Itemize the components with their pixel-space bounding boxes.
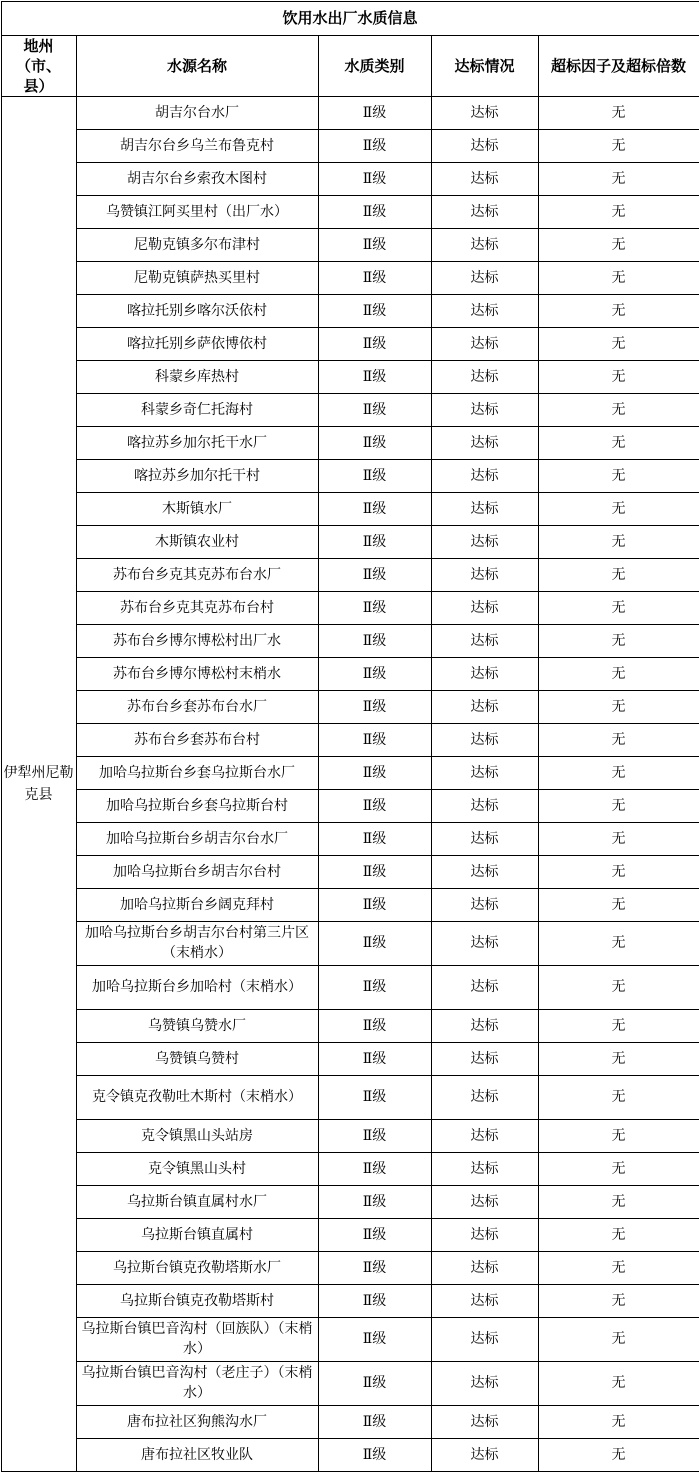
compliance-cell: 达标 [431,393,538,426]
compliance-cell: 达标 [431,888,538,921]
source-name-cell: 乌赞镇江阿买里村（出厂水） [76,195,318,228]
exceed-factors-cell: 无 [538,228,699,261]
table-row [1,261,699,294]
table-row [1,1009,699,1042]
quality-grade-cell: Ⅱ级 [318,459,431,492]
quality-grade-cell: Ⅱ级 [318,558,431,591]
exceed-factors-cell: 无 [538,327,699,360]
exceed-factors-cell: 无 [538,888,699,921]
header-region: 地州（市、县） [1,35,76,96]
compliance-cell: 达标 [431,96,538,129]
table-row [1,789,699,822]
exceed-factors-cell: 无 [538,756,699,789]
compliance-cell: 达标 [431,1251,538,1284]
compliance-cell: 达标 [431,1009,538,1042]
quality-grade-cell: Ⅱ级 [318,1405,431,1438]
compliance-cell: 达标 [431,525,538,558]
source-name-cell: 苏布台乡博尔博松村末梢水 [76,657,318,690]
source-name-cell: 克令镇黑山头村 [76,1152,318,1185]
quality-grade-cell: Ⅱ级 [318,657,431,690]
header-exceed-factors: 超标因子及超标倍数 [538,35,699,96]
compliance-cell: 达标 [431,459,538,492]
table-row [1,558,699,591]
exceed-factors-cell: 无 [538,1438,699,1471]
compliance-cell: 达标 [431,822,538,855]
exceed-factors-cell: 无 [538,393,699,426]
quality-grade-cell: Ⅱ级 [318,525,431,558]
table-row [1,690,699,723]
table-title: 饮用水出厂水质信息 [1,1,699,35]
source-name-cell: 加哈乌拉斯台乡胡吉尔台村 [76,855,318,888]
source-name-cell: 苏布台乡克其克苏布台村 [76,591,318,624]
exceed-factors-cell: 无 [538,965,699,1009]
compliance-cell: 达标 [431,1218,538,1251]
exceed-factors-cell: 无 [538,921,699,965]
table-row [1,1185,699,1218]
source-name-cell: 苏布台乡博尔博松村出厂水 [76,624,318,657]
compliance-cell: 达标 [431,558,538,591]
table-row [1,1152,699,1185]
compliance-cell: 达标 [431,1405,538,1438]
source-name-cell: 胡吉尔台水厂 [76,96,318,129]
table-row [1,855,699,888]
table-body [1,96,699,1471]
quality-grade-cell: Ⅱ级 [318,888,431,921]
source-name-cell: 木斯镇水厂 [76,492,318,525]
exceed-factors-cell: 无 [538,1317,699,1361]
source-name-cell: 木斯镇农业村 [76,525,318,558]
source-name-cell: 加哈乌拉斯台乡胡吉尔台水厂 [76,822,318,855]
table-row [1,1317,699,1361]
compliance-cell: 达标 [431,1185,538,1218]
table-row [1,327,699,360]
source-name-cell: 唐布拉社区狗熊沟水厂 [76,1405,318,1438]
source-name-cell: 唐布拉社区牧业队 [76,1438,318,1471]
source-name-cell: 苏布台乡套苏布台水厂 [76,690,318,723]
quality-grade-cell: Ⅱ级 [318,855,431,888]
quality-grade-cell: Ⅱ级 [318,162,431,195]
exceed-factors-cell: 无 [538,162,699,195]
compliance-cell: 达标 [431,789,538,822]
table-row [1,195,699,228]
exceed-factors-cell: 无 [538,360,699,393]
source-name-cell: 加哈乌拉斯台乡胡吉尔台村第三片区（末梢水） [76,921,318,965]
compliance-cell: 达标 [431,723,538,756]
compliance-cell: 达标 [431,624,538,657]
exceed-factors-cell: 无 [538,591,699,624]
source-name-cell: 克令镇黑山头站房 [76,1119,318,1152]
exceed-factors-cell: 无 [538,789,699,822]
compliance-cell: 达标 [431,855,538,888]
exceed-factors-cell: 无 [538,1251,699,1284]
exceed-factors-cell: 无 [538,1361,699,1405]
source-name-cell: 乌拉斯台镇克孜勒塔斯村 [76,1284,318,1317]
source-name-cell: 乌拉斯台镇直属村 [76,1218,318,1251]
source-name-cell: 胡吉尔台乡乌兰布鲁克村 [76,129,318,162]
compliance-cell: 达标 [431,1075,538,1119]
quality-grade-cell: Ⅱ级 [318,1009,431,1042]
source-name-cell: 乌拉斯台镇克孜勒塔斯水厂 [76,1251,318,1284]
table-row [1,1075,699,1119]
exceed-factors-cell: 无 [538,855,699,888]
quality-grade-cell: Ⅱ级 [318,195,431,228]
source-name-cell: 乌拉斯台镇巴音沟村（老庄子）（末梢水） [76,1361,318,1405]
table-row [1,1042,699,1075]
exceed-factors-cell: 无 [538,1218,699,1251]
exceed-factors-cell: 无 [538,294,699,327]
table-row [1,591,699,624]
table-row [1,1361,699,1405]
table-row [1,1438,699,1471]
table-row [1,921,699,965]
exceed-factors-cell: 无 [538,723,699,756]
table-header-row [1,35,699,96]
compliance-cell: 达标 [431,1042,538,1075]
quality-grade-cell: Ⅱ级 [318,294,431,327]
compliance-cell: 达标 [431,360,538,393]
region-cell: 伊犁州尼勒克县 [1,96,76,1471]
table-row [1,294,699,327]
compliance-cell: 达标 [431,1317,538,1361]
quality-grade-cell: Ⅱ级 [318,965,431,1009]
table-row [1,525,699,558]
header-compliance: 达标情况 [431,35,538,96]
quality-grade-cell: Ⅱ级 [318,1185,431,1218]
quality-grade-cell: Ⅱ级 [318,921,431,965]
table-row [1,1405,699,1438]
source-name-cell: 苏布台乡克其克苏布台水厂 [76,558,318,591]
exceed-factors-cell: 无 [538,261,699,294]
source-name-cell: 科蒙乡库热村 [76,360,318,393]
source-name-cell: 喀拉托别乡萨依博依村 [76,327,318,360]
exceed-factors-cell: 无 [538,459,699,492]
exceed-factors-cell: 无 [538,690,699,723]
exceed-factors-cell: 无 [538,1075,699,1119]
source-name-cell: 克令镇克孜勒吐木斯村（末梢水） [76,1075,318,1119]
water-quality-table [1,1,699,1472]
compliance-cell: 达标 [431,965,538,1009]
exceed-factors-cell: 无 [538,96,699,129]
table-row [1,822,699,855]
source-name-cell: 加哈乌拉斯台乡加哈村（末梢水） [76,965,318,1009]
source-name-cell: 加哈乌拉斯台乡套乌拉斯台村 [76,789,318,822]
exceed-factors-cell: 无 [538,1119,699,1152]
exceed-factors-cell: 无 [538,1185,699,1218]
table-row [1,459,699,492]
quality-grade-cell: Ⅱ级 [318,1317,431,1361]
quality-grade-cell: Ⅱ级 [318,1438,431,1471]
exceed-factors-cell: 无 [538,426,699,459]
table-row [1,129,699,162]
source-name-cell: 喀拉苏乡加尔托干村 [76,459,318,492]
quality-grade-cell: Ⅱ级 [318,426,431,459]
compliance-cell: 达标 [431,690,538,723]
quality-grade-cell: Ⅱ级 [318,591,431,624]
exceed-factors-cell: 无 [538,657,699,690]
quality-grade-cell: Ⅱ级 [318,327,431,360]
quality-grade-cell: Ⅱ级 [318,723,431,756]
table-row [1,756,699,789]
compliance-cell: 达标 [431,294,538,327]
source-name-cell: 乌拉斯台镇直属村水厂 [76,1185,318,1218]
table-row [1,162,699,195]
compliance-cell: 达标 [431,426,538,459]
exceed-factors-cell: 无 [538,1042,699,1075]
table-row [1,492,699,525]
exceed-factors-cell: 无 [538,195,699,228]
compliance-cell: 达标 [431,162,538,195]
source-name-cell: 乌赞镇乌赞村 [76,1042,318,1075]
quality-grade-cell: Ⅱ级 [318,492,431,525]
exceed-factors-cell: 无 [538,492,699,525]
table-row [1,1284,699,1317]
compliance-cell: 达标 [431,1119,538,1152]
exceed-factors-cell: 无 [538,624,699,657]
table-row [1,1251,699,1284]
compliance-cell: 达标 [431,1152,538,1185]
quality-grade-cell: Ⅱ级 [318,1284,431,1317]
compliance-cell: 达标 [431,492,538,525]
quality-grade-cell: Ⅱ级 [318,1119,431,1152]
compliance-cell: 达标 [431,327,538,360]
quality-grade-cell: Ⅱ级 [318,1152,431,1185]
exceed-factors-cell: 无 [538,129,699,162]
table-row [1,624,699,657]
source-name-cell: 尼勒克镇多尔布津村 [76,228,318,261]
table-row [1,657,699,690]
source-name-cell: 加哈乌拉斯台乡阔克拜村 [76,888,318,921]
source-name-cell: 加哈乌拉斯台乡套乌拉斯台水厂 [76,756,318,789]
source-name-cell: 乌赞镇乌赞水厂 [76,1009,318,1042]
quality-grade-cell: Ⅱ级 [318,1251,431,1284]
header-quality-grade: 水质类别 [318,35,431,96]
exceed-factors-cell: 无 [538,822,699,855]
table-row [1,228,699,261]
compliance-cell: 达标 [431,1438,538,1471]
compliance-cell: 达标 [431,129,538,162]
exceed-factors-cell: 无 [538,558,699,591]
compliance-cell: 达标 [431,195,538,228]
table-row [1,723,699,756]
quality-grade-cell: Ⅱ级 [318,756,431,789]
exceed-factors-cell: 无 [538,1009,699,1042]
table-row [1,888,699,921]
source-name-cell: 尼勒克镇萨热买里村 [76,261,318,294]
table-row [1,393,699,426]
quality-grade-cell: Ⅱ级 [318,1361,431,1405]
exceed-factors-cell: 无 [538,1284,699,1317]
compliance-cell: 达标 [431,921,538,965]
source-name-cell: 科蒙乡奇仁托海村 [76,393,318,426]
quality-grade-cell: Ⅱ级 [318,261,431,294]
quality-grade-cell: Ⅱ级 [318,96,431,129]
compliance-cell: 达标 [431,591,538,624]
source-name-cell: 乌拉斯台镇巴音沟村（回族队）（末梢水） [76,1317,318,1361]
table-title-row [1,1,699,35]
table-row [1,96,699,129]
quality-grade-cell: Ⅱ级 [318,624,431,657]
table-row [1,1119,699,1152]
source-name-cell: 胡吉尔台乡索孜木图村 [76,162,318,195]
quality-grade-cell: Ⅱ级 [318,360,431,393]
quality-grade-cell: Ⅱ级 [318,1218,431,1251]
table-row [1,360,699,393]
compliance-cell: 达标 [431,228,538,261]
exceed-factors-cell: 无 [538,525,699,558]
source-name-cell: 喀拉托别乡喀尔沃依村 [76,294,318,327]
quality-grade-cell: Ⅱ级 [318,789,431,822]
compliance-cell: 达标 [431,1284,538,1317]
quality-grade-cell: Ⅱ级 [318,1075,431,1119]
table-row [1,1218,699,1251]
quality-grade-cell: Ⅱ级 [318,822,431,855]
header-source-name: 水源名称 [76,35,318,96]
exceed-factors-cell: 无 [538,1152,699,1185]
quality-grade-cell: Ⅱ级 [318,1042,431,1075]
source-name-cell: 喀拉苏乡加尔托干水厂 [76,426,318,459]
compliance-cell: 达标 [431,1361,538,1405]
compliance-cell: 达标 [431,657,538,690]
table-row [1,965,699,1009]
exceed-factors-cell: 无 [538,1405,699,1438]
table-row [1,426,699,459]
quality-grade-cell: Ⅱ级 [318,129,431,162]
compliance-cell: 达标 [431,756,538,789]
quality-grade-cell: Ⅱ级 [318,393,431,426]
quality-grade-cell: Ⅱ级 [318,228,431,261]
source-name-cell: 苏布台乡套苏布台村 [76,723,318,756]
compliance-cell: 达标 [431,261,538,294]
quality-grade-cell: Ⅱ级 [318,690,431,723]
